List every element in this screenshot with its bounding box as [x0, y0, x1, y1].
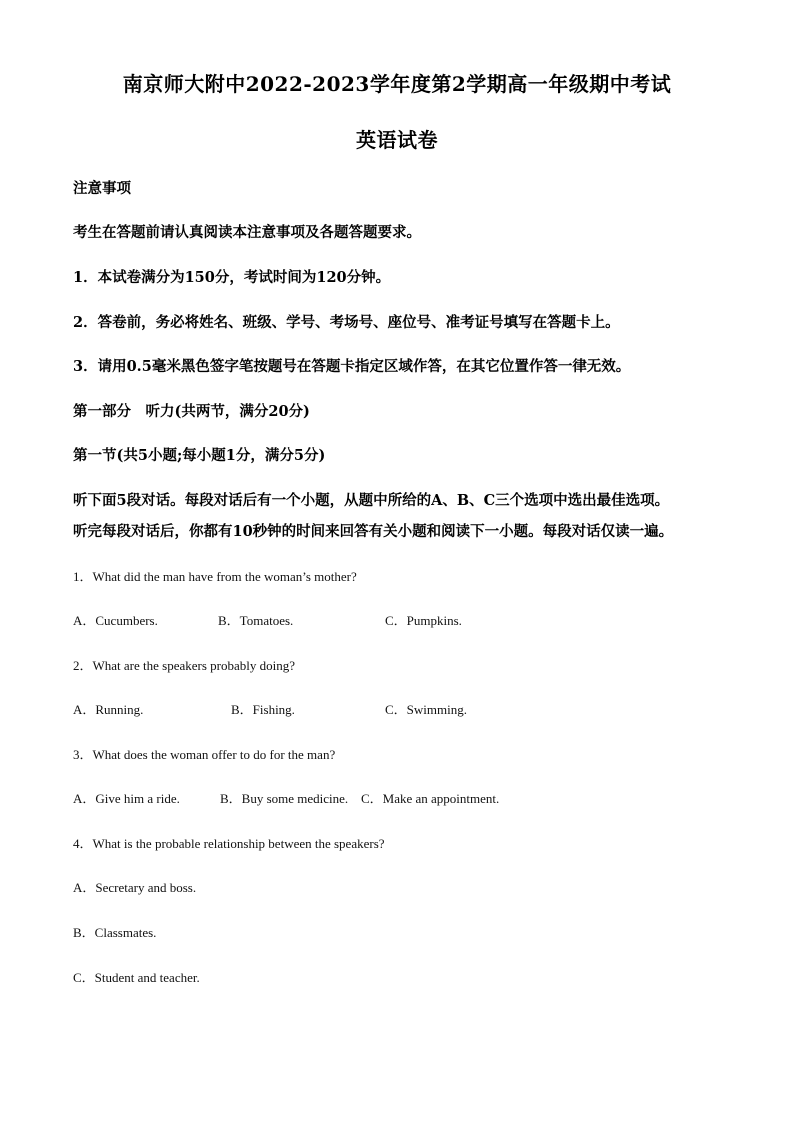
- option-a: A．Running.: [73, 702, 144, 717]
- notice-item: 1．本试卷满分为150分，考试时间为120分钟。: [73, 269, 391, 286]
- option-b: B．Tomatoes.: [218, 613, 294, 628]
- question-stem: 1．What did the man have from the woman’s mother?: [73, 569, 357, 584]
- instruction-line: 听完每段对话后，你都有10秒钟的时间来回答有关小题和阅读下一小题。每段对话仅读一遍。: [73, 523, 674, 540]
- option-c: C．Make an appointment.: [361, 791, 500, 806]
- option-b: B．Fishing.: [231, 702, 295, 717]
- option-b: B．Classmates.: [73, 925, 157, 940]
- notice-item: 2．答卷前，务必将姓名、班级、学号、考场号、座位号、准考证号填写在答题卡上。: [73, 314, 620, 331]
- section-heading: 第一节(共5小题;每小题1分，满分5分): [73, 447, 326, 464]
- instruction-line: 听下面5段对话。每段对话后有一个小题，从题中所给的A、B、C三个选项中选出最佳选项。: [73, 492, 670, 509]
- exam-title: 南京师大附中2022-2023学年度第2学期高一年级期中考试: [122, 72, 672, 96]
- question-stem: 3．What does the woman offer to do for the man?: [73, 747, 336, 762]
- question-stem: 4．What is the probable relationship between the speakers?: [73, 836, 385, 851]
- notice-item: 3．请用0.5毫米黑色签字笔按题号在答题卡指定区域作答，在其它位置作答一律无效。: [73, 358, 631, 375]
- option-c: C．Student and teacher.: [73, 970, 200, 985]
- notice-heading: 注意事项: [73, 180, 131, 197]
- question-stem: 2．What are the speakers probably doing?: [73, 658, 296, 673]
- part-heading: 第一部分 听力(共两节，满分20分): [73, 403, 310, 420]
- option-a: A．Give him a ride.: [73, 791, 180, 806]
- option-a: A．Cucumbers.: [73, 613, 158, 628]
- option-a: A．Secretary and boss.: [73, 880, 197, 895]
- option-c: C．Swimming.: [385, 702, 467, 717]
- option-b: B．Buy some medicine.: [220, 791, 349, 806]
- notice-intro: 考生在答题前请认真阅读本注意事项及各题答题要求。: [73, 224, 421, 241]
- exam-subtitle: 英语试卷: [356, 128, 438, 152]
- option-c: C．Pumpkins.: [385, 613, 462, 628]
